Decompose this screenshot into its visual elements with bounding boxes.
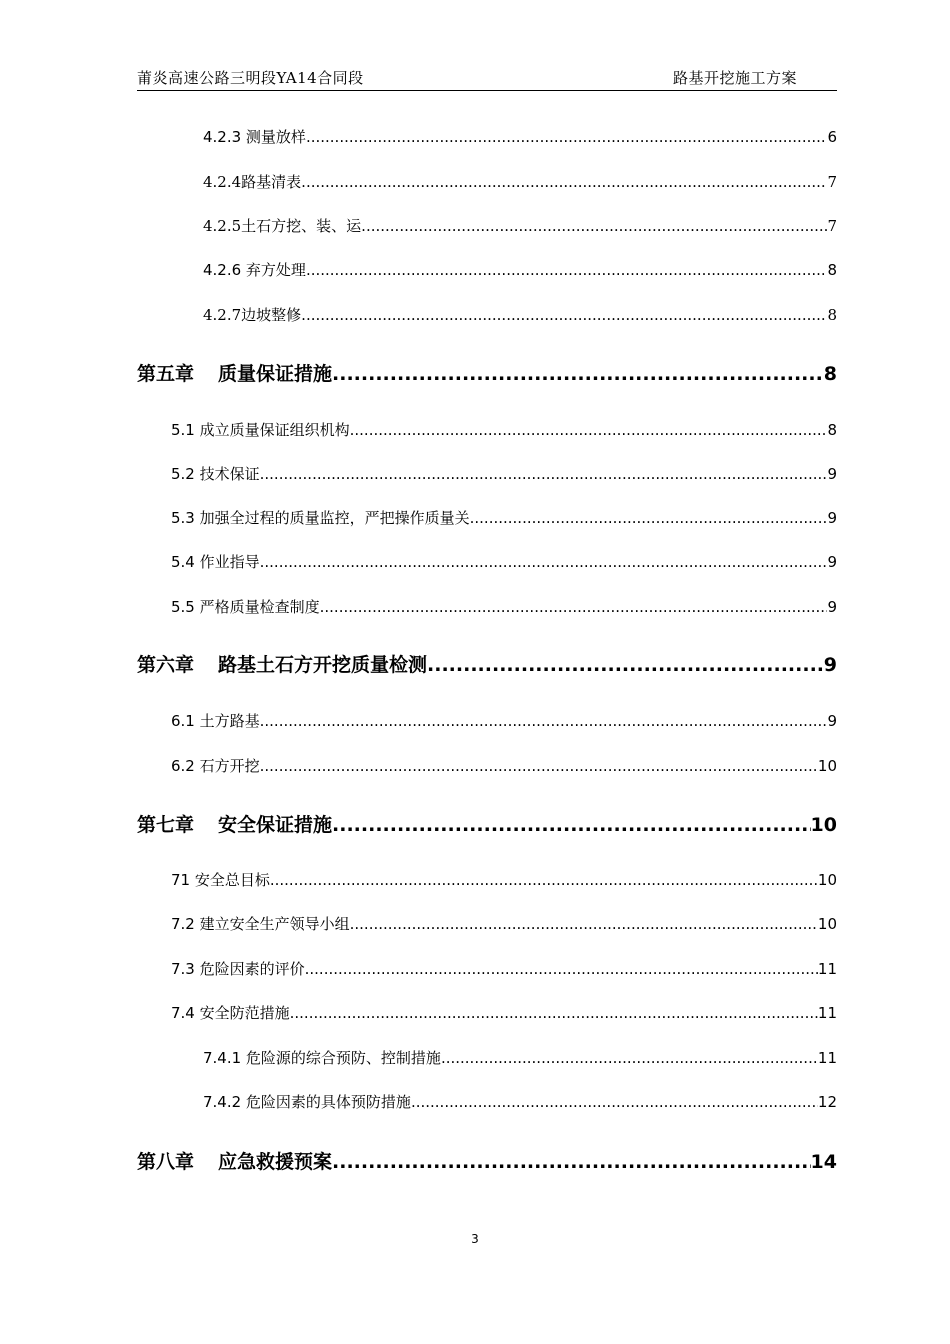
toc-entry-label: 5.5 严格质量检查制度: [171, 598, 320, 616]
toc-dot-leader: [361, 217, 827, 235]
toc-chapter-title: 应急救援预案: [218, 1151, 333, 1173]
toc-chapter-number: 第八章: [137, 1151, 195, 1173]
toc-page-number: 10: [817, 871, 837, 889]
header-project-title: 莆炎高速公路三明段YA14合同段: [137, 69, 364, 87]
toc-chapter-7[interactable]: [137, 810, 837, 837]
toc-entry-7-4-1[interactable]: [203, 1047, 837, 1068]
toc-dot-leader: [290, 1004, 818, 1022]
toc-entry-7-1[interactable]: [171, 869, 837, 890]
header-document-title: 路基开挖施工方案: [672, 69, 797, 87]
toc-dot-leader: [305, 960, 818, 978]
toc-dot-leader: [332, 814, 811, 836]
page-number: 3: [471, 1232, 479, 1246]
toc-page-number: 8: [827, 421, 837, 439]
toc-entry-label: 6.1 土方路基: [171, 712, 260, 730]
toc-chapter-8[interactable]: [137, 1147, 837, 1174]
toc-dot-leader: [411, 1093, 818, 1111]
toc-dot-leader: [441, 1049, 818, 1067]
toc-page-number: 10: [817, 915, 837, 933]
toc-entry-4-2-5[interactable]: [203, 215, 837, 236]
toc-page-number: 6: [827, 128, 837, 146]
toc-page-number: 10: [810, 814, 837, 836]
toc-entry-label: 5.4 作业指导: [171, 553, 260, 571]
toc-entry-label: 6.2 石方开挖: [171, 757, 260, 775]
toc-dot-leader: [260, 757, 818, 775]
toc-page-number: 12: [817, 1093, 837, 1111]
toc-entry-7-2[interactable]: [171, 913, 837, 934]
toc-entry-label: 7.4.1 危险源的综合预防、控制措施: [203, 1049, 441, 1067]
toc-dot-leader: [260, 712, 828, 730]
toc-entry-6-1[interactable]: [171, 710, 837, 731]
toc-chapter-number: 第七章: [137, 814, 195, 836]
toc-entry-label: 71 安全总目标: [171, 871, 270, 889]
toc-page-number: 7: [827, 217, 837, 235]
toc-dot-leader: [350, 421, 828, 439]
toc-entry-label: 4.2.5土石方挖、装、运: [203, 217, 362, 235]
toc-entry-7-3[interactable]: [171, 958, 837, 979]
toc-page-number: 9: [827, 712, 837, 730]
toc-entry-label: 7.3 危险因素的评价: [171, 960, 305, 978]
toc-entry-5-5[interactable]: [171, 596, 837, 617]
toc-entry-7-4[interactable]: [171, 1002, 837, 1023]
toc-chapter-title: 质量保证措施: [218, 363, 333, 385]
toc-chapter-title: 路基土石方开挖质量检测: [218, 654, 428, 676]
toc-page-number: 9: [827, 553, 837, 571]
toc-entry-label: 4.2.7边坡整修: [203, 306, 302, 324]
toc-chapter-number: 第六章: [137, 654, 195, 676]
toc-entry-5-1[interactable]: [171, 419, 837, 440]
toc-page-number: 8: [827, 306, 837, 324]
toc-dot-leader: [470, 509, 828, 527]
toc-page-number: 9: [827, 509, 837, 527]
toc-entry-label: 5.1 成立质量保证组织机构: [171, 421, 350, 439]
toc-page-number: 10: [817, 757, 837, 775]
toc-dot-leader: [301, 306, 827, 324]
toc-chapter-5[interactable]: [137, 359, 837, 386]
toc-dot-leader: [320, 598, 828, 616]
toc-dot-leader: [350, 915, 818, 933]
toc-entry-4-2-6[interactable]: [203, 259, 837, 280]
toc-entry-5-2[interactable]: [171, 463, 837, 484]
toc-dot-leader: [270, 871, 818, 889]
page-header: [137, 66, 837, 91]
toc-page-number: 9: [827, 465, 837, 483]
toc-dot-leader: [260, 553, 828, 571]
toc-entry-label: 4.2.4路基清表: [203, 173, 302, 191]
toc-page-number: 8: [823, 363, 837, 385]
toc-entry-4-2-4[interactable]: [203, 171, 837, 192]
toc-page-number: 14: [810, 1151, 837, 1173]
toc-page-number: 11: [817, 1004, 837, 1022]
toc-dot-leader: [427, 654, 824, 676]
toc-entry-label: 4.2.6 弃方处理: [203, 261, 306, 279]
toc-entry-label: 7.4.2 危险因素的具体预防措施: [203, 1093, 411, 1111]
toc-chapter-title: 安全保证措施: [218, 814, 333, 836]
toc-page-number: 7: [827, 173, 837, 191]
toc-entry-7-4-2[interactable]: [203, 1091, 837, 1112]
toc-entry-4-2-7[interactable]: [203, 304, 837, 325]
toc-chapter-number: 第五章: [137, 363, 195, 385]
toc-entry-label: 7.4 安全防范措施: [171, 1004, 290, 1022]
toc-dot-leader: [332, 1151, 811, 1173]
toc-entry-6-2[interactable]: [171, 755, 837, 776]
toc-entry-label: 4.2.3 测量放样: [203, 128, 306, 146]
toc-entry-label: 5.2 技术保证: [171, 465, 260, 483]
toc-page-number: 8: [827, 261, 837, 279]
toc-page-number: 11: [817, 1049, 837, 1067]
toc-entry-5-4[interactable]: [171, 551, 837, 572]
toc-dot-leader: [332, 363, 824, 385]
toc-chapter-6[interactable]: [137, 650, 837, 677]
toc-page-number: 11: [817, 960, 837, 978]
toc-dot-leader: [306, 261, 828, 279]
toc-dot-leader: [301, 173, 827, 191]
toc-entry-5-3[interactable]: [171, 507, 837, 528]
toc-entry-label: 7.2 建立安全生产领导小组: [171, 915, 350, 933]
toc-dot-leader: [306, 128, 828, 146]
toc-dot-leader: [260, 465, 828, 483]
toc-page-number: 9: [827, 598, 837, 616]
toc-entry-4-2-3[interactable]: [203, 126, 837, 147]
toc-entry-label: 5.3 加强全过程的质量监控，严把操作质量关: [171, 509, 470, 527]
toc-page-number: 9: [823, 654, 837, 676]
